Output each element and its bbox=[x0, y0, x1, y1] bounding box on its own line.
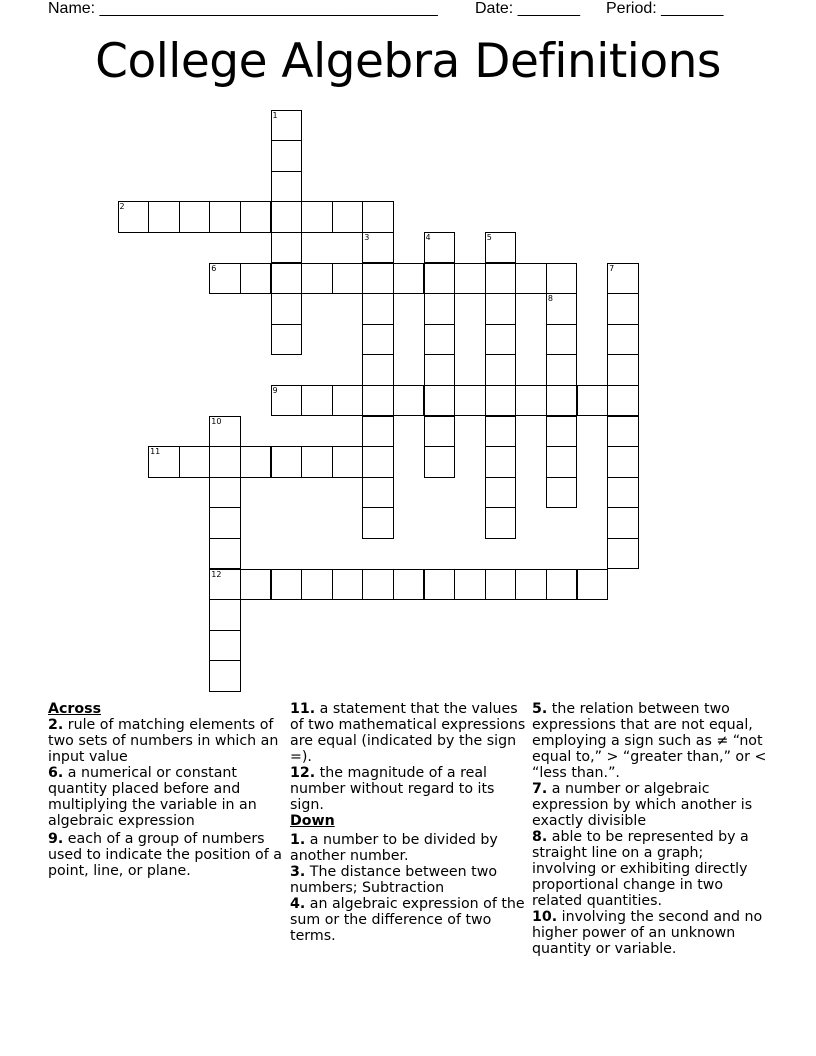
crossword-cell[interactable] bbox=[546, 263, 578, 295]
crossword-cell[interactable] bbox=[209, 507, 241, 539]
crossword-cell[interactable] bbox=[362, 569, 394, 601]
crossword-cell[interactable] bbox=[607, 538, 639, 570]
crossword-cell[interactable] bbox=[454, 385, 486, 417]
period-field-label: Period: _______ bbox=[606, 0, 724, 17]
crossword-cell[interactable] bbox=[546, 446, 578, 478]
crossword-cell[interactable] bbox=[362, 507, 394, 539]
crossword-cell[interactable] bbox=[424, 446, 456, 478]
crossword-cell[interactable] bbox=[271, 232, 303, 264]
crossword-cell[interactable] bbox=[546, 324, 578, 356]
crossword-cell[interactable] bbox=[546, 385, 578, 417]
date-field-label: Date: _______ bbox=[475, 0, 580, 17]
cell-number: 6 bbox=[211, 263, 217, 273]
clue-down-10: 10. involving the second and no higher power of an unknown quantity or variable. bbox=[532, 909, 763, 957]
crossword-cell[interactable] bbox=[485, 385, 517, 417]
crossword-cell[interactable] bbox=[546, 354, 578, 386]
crossword-cell[interactable] bbox=[362, 232, 394, 264]
crossword-cell[interactable] bbox=[424, 385, 456, 417]
crossword-cell[interactable] bbox=[485, 416, 517, 448]
clue-across-12: 12. the magnitude of a real number without regard to its sign. bbox=[290, 765, 495, 813]
crossword-cell[interactable] bbox=[393, 569, 425, 601]
crossword-cell[interactable] bbox=[485, 354, 517, 386]
crossword-cell[interactable] bbox=[424, 293, 456, 325]
crossword-cell[interactable] bbox=[546, 477, 578, 509]
crossword-cell[interactable] bbox=[454, 263, 486, 295]
crossword-cell[interactable] bbox=[362, 416, 394, 448]
crossword-cell[interactable] bbox=[271, 201, 303, 233]
crossword-cell[interactable] bbox=[271, 263, 303, 295]
crossword-cell[interactable] bbox=[332, 446, 364, 478]
crossword-cell[interactable] bbox=[485, 293, 517, 325]
crossword-cell[interactable] bbox=[362, 324, 394, 356]
cell-number: 12 bbox=[211, 569, 222, 579]
crossword-cell[interactable] bbox=[424, 416, 456, 448]
crossword-cell[interactable] bbox=[607, 293, 639, 325]
crossword-cell[interactable] bbox=[546, 293, 578, 325]
crossword-cell[interactable] bbox=[546, 569, 578, 601]
crossword-cell[interactable] bbox=[118, 201, 150, 233]
clue-across-6: 6. a numerical or constant quantity placed before and multiplying the variable in an algebraic expression bbox=[48, 765, 257, 829]
crossword-cell[interactable] bbox=[607, 324, 639, 356]
crossword-cell[interactable] bbox=[209, 263, 241, 295]
crossword-cell[interactable] bbox=[332, 569, 364, 601]
cell-number: 4 bbox=[425, 232, 431, 242]
crossword-cell[interactable] bbox=[362, 385, 394, 417]
crossword-cell[interactable] bbox=[515, 263, 547, 295]
crossword-cell[interactable] bbox=[424, 324, 456, 356]
clue-column-2 bbox=[290, 701, 526, 944]
crossword-cell[interactable] bbox=[362, 477, 394, 509]
crossword-cell[interactable] bbox=[424, 569, 456, 601]
crossword-cell[interactable] bbox=[209, 477, 241, 509]
clue-across-11: 11. a statement that the values of two mathematical expressions are equal (indicated by the sign =). bbox=[290, 701, 526, 765]
crossword-cell[interactable] bbox=[209, 630, 241, 662]
crossword-cell[interactable] bbox=[607, 354, 639, 386]
crossword-cell[interactable] bbox=[485, 446, 517, 478]
down-heading: Down bbox=[290, 813, 335, 829]
crossword-cell[interactable] bbox=[393, 263, 425, 295]
crossword-cell[interactable] bbox=[301, 201, 333, 233]
clue-down-1: 1. a number to be divided by another number. bbox=[290, 832, 498, 864]
crossword-cell[interactable] bbox=[424, 354, 456, 386]
cell-number: 3 bbox=[364, 232, 370, 242]
clue-down-8: 8. able to be represented by a straight line on a graph; involving or exhibiting directly proportional change in two related quantities. bbox=[532, 829, 749, 909]
crossword-cell[interactable] bbox=[607, 507, 639, 539]
across-heading: Across bbox=[48, 701, 102, 717]
crossword-cell[interactable] bbox=[485, 232, 517, 264]
crossword-cell[interactable] bbox=[271, 110, 303, 142]
crossword-cell[interactable] bbox=[301, 385, 333, 417]
crossword-cell[interactable] bbox=[332, 263, 364, 295]
crossword-cell[interactable] bbox=[362, 201, 394, 233]
crossword-cell[interactable] bbox=[209, 416, 241, 448]
clue-down-5: 5. the relation between two expressions that are not equal, employing a sign such as ≠ “not equal to,” > “greater than,” or < “less than.”. bbox=[532, 701, 767, 781]
crossword-cell[interactable] bbox=[301, 263, 333, 295]
clue-across-2: 2. rule of matching elements of two sets of numbers in which an input value bbox=[48, 717, 279, 765]
crossword-cell[interactable] bbox=[271, 324, 303, 356]
crossword-cell[interactable] bbox=[332, 201, 364, 233]
clue-across-9: 9. each of a group of numbers used to indicate the position of a point, line, or plane. bbox=[48, 831, 282, 879]
crossword-cell[interactable] bbox=[209, 538, 241, 570]
crossword-cell[interactable] bbox=[607, 446, 639, 478]
crossword-cell[interactable] bbox=[179, 201, 211, 233]
crossword-cell[interactable] bbox=[485, 263, 517, 295]
crossword-cell[interactable] bbox=[240, 263, 272, 295]
name-field-label: Name: ______________________________________ bbox=[48, 0, 438, 17]
crossword-cell[interactable] bbox=[515, 569, 547, 601]
crossword-cell[interactable] bbox=[485, 477, 517, 509]
cell-number: 5 bbox=[486, 232, 492, 242]
crossword-cell[interactable] bbox=[485, 324, 517, 356]
crossword-cell[interactable] bbox=[393, 385, 425, 417]
crossword-cell[interactable] bbox=[271, 385, 303, 417]
crossword-cell[interactable] bbox=[424, 263, 456, 295]
crossword-cell[interactable] bbox=[271, 293, 303, 325]
crossword-cell[interactable] bbox=[577, 385, 609, 417]
crossword-cell[interactable] bbox=[271, 446, 303, 478]
crossword-cell[interactable] bbox=[577, 569, 609, 601]
cell-number: 7 bbox=[609, 263, 615, 273]
crossword-cell[interactable] bbox=[301, 569, 333, 601]
clue-down-3: 3. The distance between two numbers; Subtraction bbox=[290, 864, 498, 896]
crossword-cell[interactable] bbox=[362, 293, 394, 325]
crossword-cell[interactable] bbox=[179, 446, 211, 478]
crossword-cell[interactable] bbox=[362, 354, 394, 386]
crossword-cell[interactable] bbox=[209, 569, 241, 601]
cell-number: 2 bbox=[119, 202, 125, 212]
crossword-cell[interactable] bbox=[240, 569, 272, 601]
crossword-cell[interactable] bbox=[209, 446, 241, 478]
crossword-cell[interactable] bbox=[607, 385, 639, 417]
page-title: College Algebra Definitions bbox=[95, 34, 721, 89]
crossword-cell[interactable] bbox=[148, 446, 180, 478]
crossword-cell[interactable] bbox=[362, 446, 394, 478]
crossword-cell[interactable] bbox=[271, 140, 303, 172]
cell-number: 11 bbox=[150, 447, 161, 457]
crossword-cell[interactable] bbox=[301, 446, 333, 478]
crossword-cell[interactable] bbox=[454, 569, 486, 601]
clue-down-4: 4. an algebraic expression of the sum or the difference of two terms. bbox=[290, 896, 525, 944]
crossword-cell[interactable] bbox=[209, 599, 241, 631]
crossword-cell[interactable] bbox=[240, 201, 272, 233]
crossword-cell[interactable] bbox=[148, 201, 180, 233]
crossword-cell[interactable] bbox=[546, 416, 578, 448]
crossword-cell[interactable] bbox=[607, 416, 639, 448]
crossword-cell[interactable] bbox=[332, 385, 364, 417]
crossword-cell[interactable] bbox=[362, 263, 394, 295]
crossword-cell[interactable] bbox=[209, 660, 241, 692]
clue-down-7: 7. a number or algebraic expression by which another is exactly divisible bbox=[532, 781, 753, 829]
crossword-cell[interactable] bbox=[515, 385, 547, 417]
crossword-cell[interactable] bbox=[607, 263, 639, 295]
cell-number: 8 bbox=[547, 294, 553, 304]
crossword-cell[interactable] bbox=[424, 232, 456, 264]
cell-number: 10 bbox=[211, 416, 222, 426]
crossword-cell[interactable] bbox=[240, 446, 272, 478]
clue-column-1 bbox=[48, 701, 284, 879]
crossword-cell[interactable] bbox=[607, 477, 639, 509]
crossword-cell[interactable] bbox=[209, 201, 241, 233]
crossword-cell[interactable] bbox=[271, 171, 303, 203]
crossword-cell[interactable] bbox=[271, 569, 303, 601]
cell-number: 9 bbox=[272, 385, 278, 395]
cell-number: 1 bbox=[272, 110, 278, 120]
crossword-cell[interactable] bbox=[485, 569, 517, 601]
clue-column-3 bbox=[532, 701, 768, 957]
crossword-cell[interactable] bbox=[485, 507, 517, 539]
